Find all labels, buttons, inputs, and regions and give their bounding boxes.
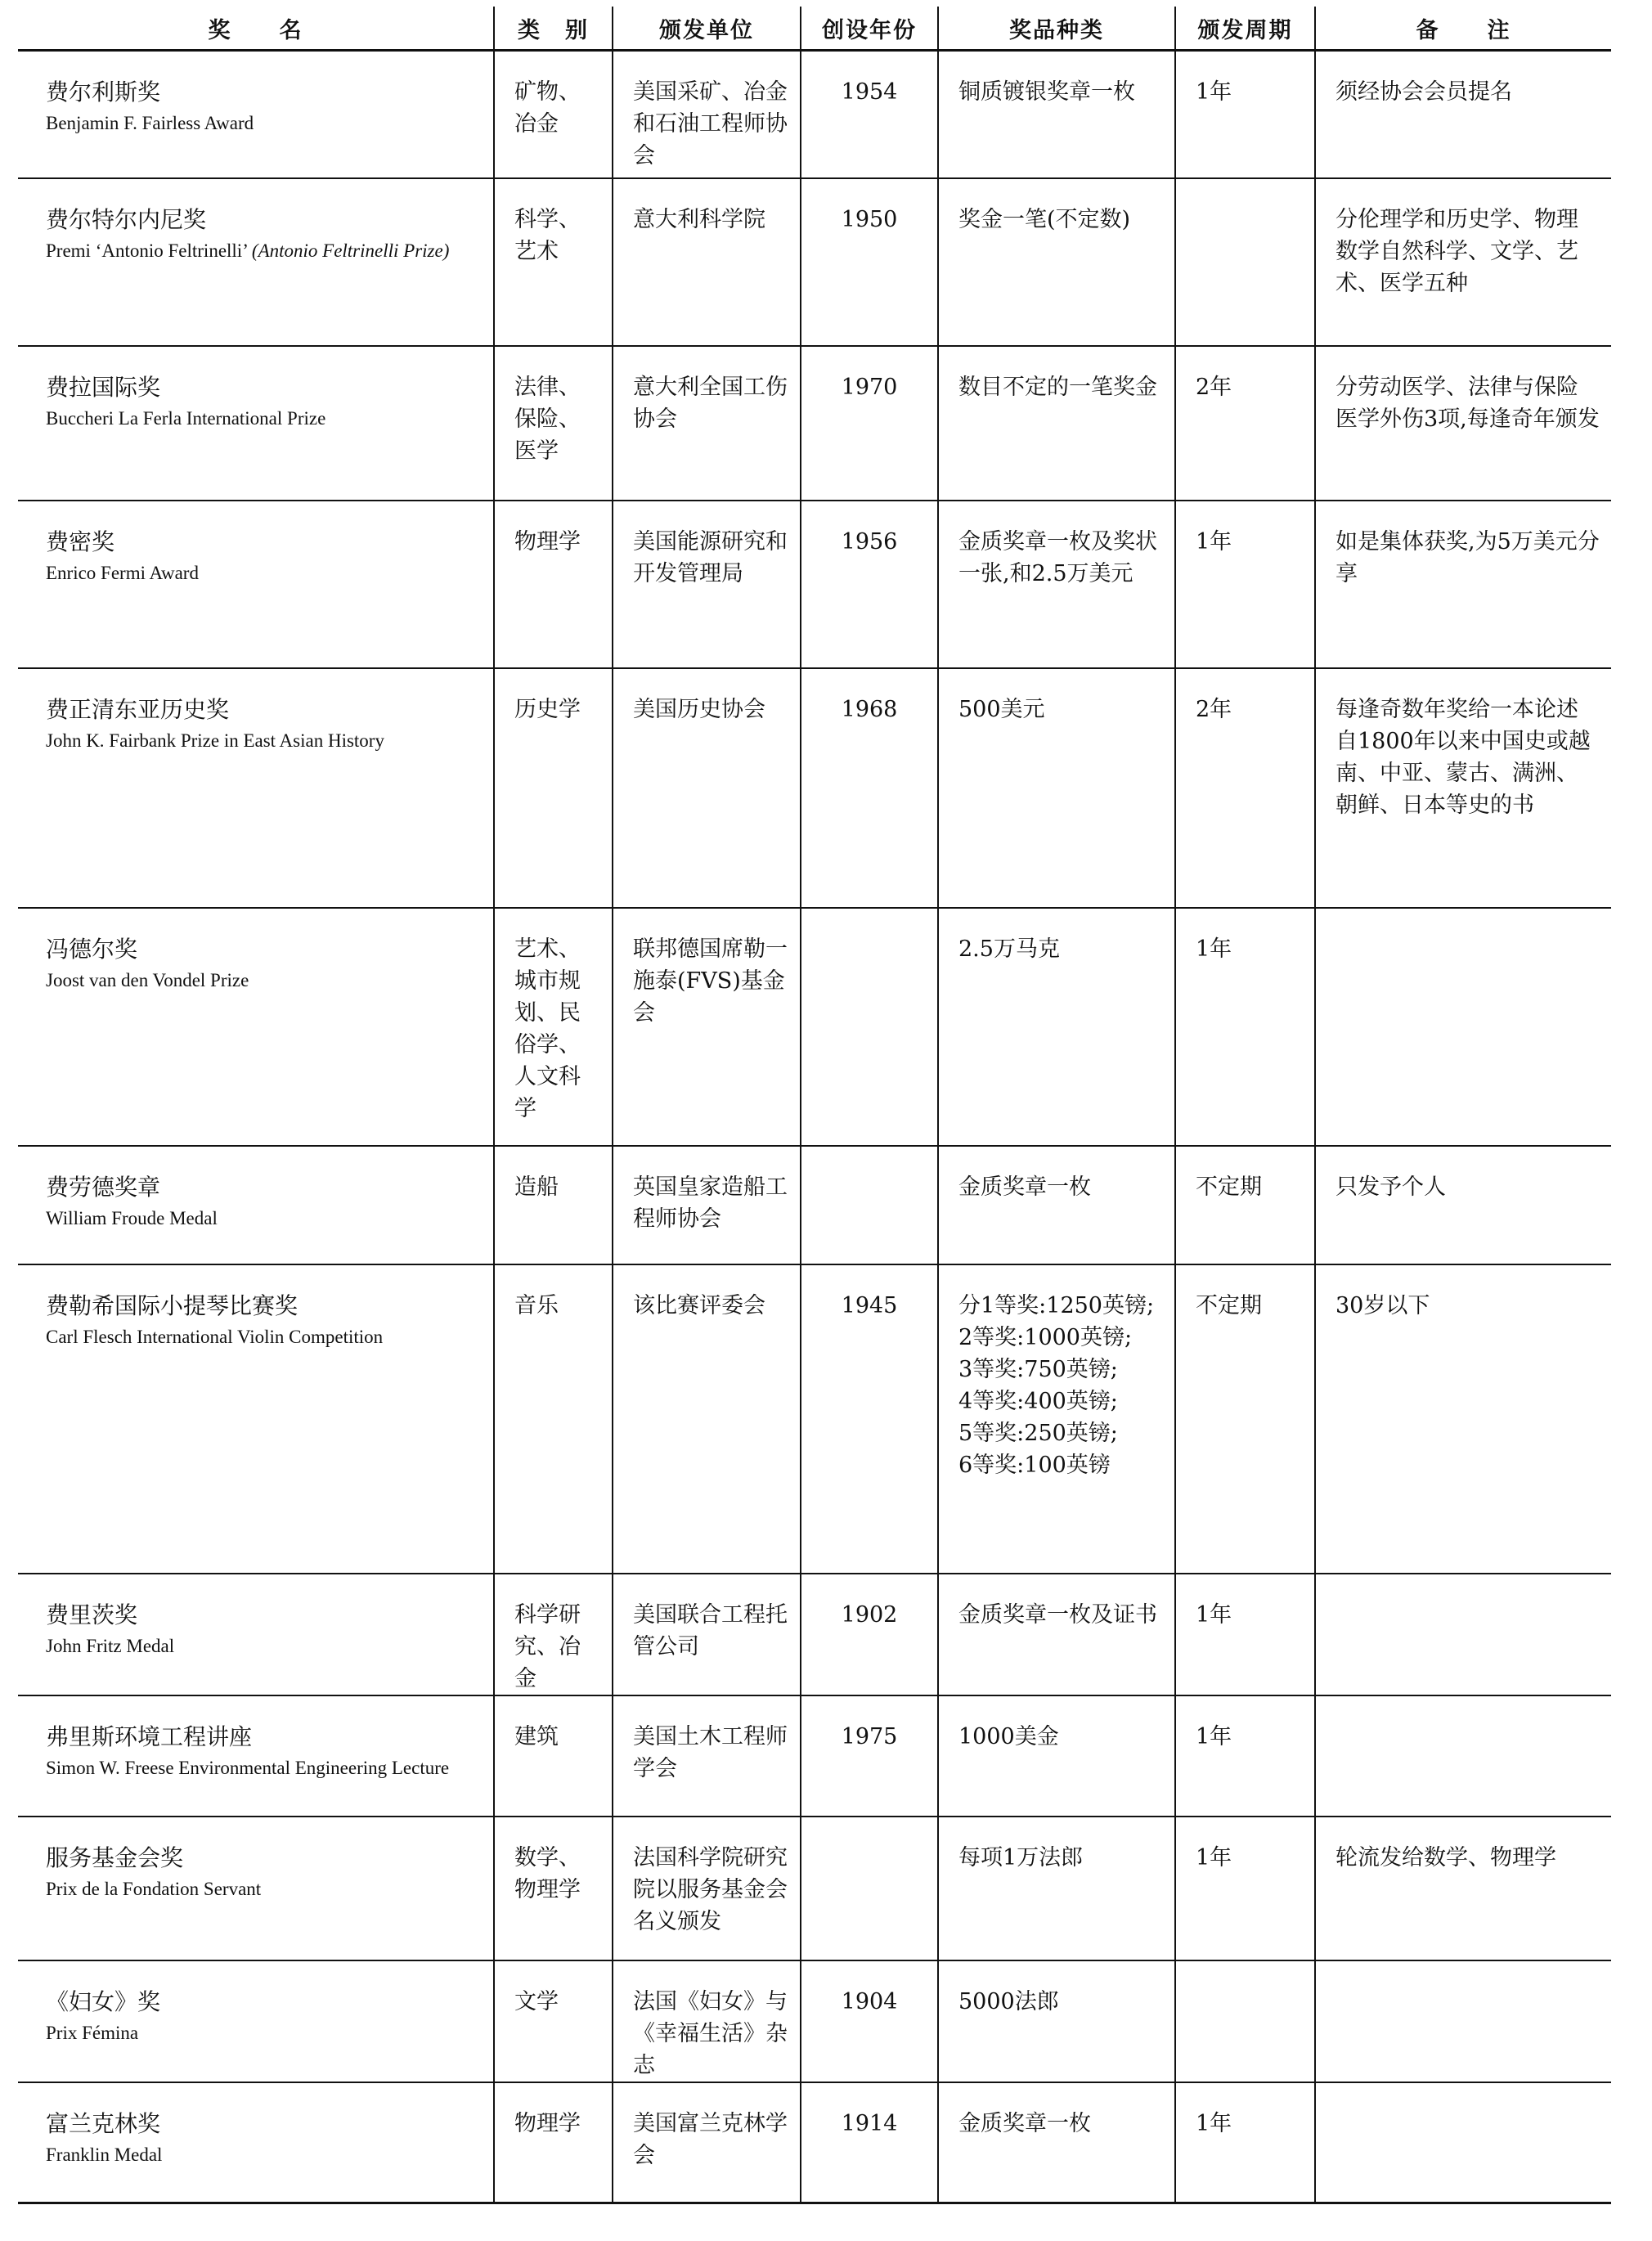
award-name-cell bbox=[18, 1264, 494, 1574]
header-issuer: 颁发单位 bbox=[613, 7, 801, 51]
prize-type-cell: 1000美金 bbox=[938, 1695, 1175, 1817]
award-name-en-translation: (Antonio Feltrinelli Prize) bbox=[251, 240, 450, 261]
header-period: 颁发周期 bbox=[1175, 7, 1315, 51]
header-year: 创设年份 bbox=[801, 7, 938, 51]
award-name-cell bbox=[18, 908, 494, 1146]
period-cell: 1年 bbox=[1175, 1574, 1315, 1695]
year-cell: 1968 bbox=[801, 668, 938, 908]
issuer-cell: 英国皇家造船工程师协会 bbox=[613, 1146, 801, 1264]
award-name-zh: 冯德尔奖 bbox=[46, 935, 138, 963]
table-row bbox=[18, 1574, 1611, 1695]
award-name-en: Simon W. Freese Environmental Engineering Lecture bbox=[46, 1757, 450, 1778]
award-name-en: Buccheri La Ferla International Prize bbox=[46, 407, 326, 429]
table-row bbox=[18, 346, 1611, 501]
prize-type-cell: 2.5万马克 bbox=[938, 908, 1175, 1146]
award-name-cell bbox=[18, 346, 494, 501]
year-cell bbox=[801, 1817, 938, 1960]
issuer-cell: 美国能源研究和开发管理局 bbox=[613, 501, 801, 668]
award-name-cell bbox=[18, 51, 494, 178]
table-row bbox=[18, 908, 1611, 1146]
period-cell: 1年 bbox=[1175, 908, 1315, 1146]
award-name-en: John K. Fairbank Prize in East Asian History bbox=[46, 730, 384, 751]
header-category: 类 别 bbox=[494, 7, 613, 51]
awards-table bbox=[18, 7, 1611, 2204]
issuer-cell: 美国联合工程托管公司 bbox=[613, 1574, 801, 1695]
issuer-cell: 法国科学院研究院以服务基金会名义颁发 bbox=[613, 1817, 801, 1960]
notes-cell: 如是集体获奖,为5万美元分享 bbox=[1315, 501, 1611, 668]
award-name-en: Franklin Medal bbox=[46, 2144, 163, 2165]
issuer-cell: 意大利科学院 bbox=[613, 178, 801, 346]
table-row bbox=[18, 51, 1611, 178]
table-row bbox=[18, 1695, 1611, 1817]
period-cell: 1年 bbox=[1175, 51, 1315, 178]
table-row bbox=[18, 1264, 1611, 1574]
category-cell: 建筑 bbox=[494, 1695, 613, 1817]
award-name-cell bbox=[18, 1574, 494, 1695]
notes-cell bbox=[1315, 2082, 1611, 2203]
award-name-en: Premi ‘Antonio Feltrinelli’ bbox=[46, 240, 248, 261]
period-cell: 不定期 bbox=[1175, 1146, 1315, 1264]
table-row bbox=[18, 2082, 1611, 2203]
header-award-name: 奖 名 bbox=[18, 7, 494, 51]
notes-cell: 只发予个人 bbox=[1315, 1146, 1611, 1264]
category-cell: 物理学 bbox=[494, 2082, 613, 2203]
year-cell: 1950 bbox=[801, 178, 938, 346]
category-cell: 历史学 bbox=[494, 668, 613, 908]
category-cell: 文学 bbox=[494, 1960, 613, 2082]
period-cell: 2年 bbox=[1175, 668, 1315, 908]
award-name-zh: 费正清东亚历史奖 bbox=[46, 695, 230, 723]
awards-table-page bbox=[18, 7, 1611, 2204]
award-name-zh: 费拉国际奖 bbox=[46, 373, 161, 401]
notes-cell: 30岁以下 bbox=[1315, 1264, 1611, 1574]
period-cell: 不定期 bbox=[1175, 1264, 1315, 1574]
period-cell: 1年 bbox=[1175, 2082, 1315, 2203]
notes-cell: 轮流发给数学、物理学 bbox=[1315, 1817, 1611, 1960]
period-cell: 2年 bbox=[1175, 346, 1315, 501]
year-cell: 1914 bbox=[801, 2082, 938, 2203]
notes-cell: 每逢奇数年奖给一本论述自1800年以来中国史或越南、中亚、蒙古、满洲、朝鲜、日本等史的书 bbox=[1315, 668, 1611, 908]
award-name-en: John Fritz Medal bbox=[46, 1635, 175, 1656]
award-name-en: Joost van den Vondel Prize bbox=[46, 969, 249, 990]
notes-cell: 须经协会会员提名 bbox=[1315, 51, 1611, 178]
year-cell bbox=[801, 908, 938, 1146]
header-notes: 备 注 bbox=[1315, 7, 1611, 51]
issuer-cell: 美国历史协会 bbox=[613, 668, 801, 908]
notes-cell bbox=[1315, 1695, 1611, 1817]
award-name-cell bbox=[18, 1817, 494, 1960]
award-name-zh: 费里茨奖 bbox=[46, 1601, 138, 1628]
award-name-en: Enrico Fermi Award bbox=[46, 562, 199, 583]
notes-cell bbox=[1315, 1960, 1611, 2082]
notes-cell bbox=[1315, 1574, 1611, 1695]
header-row bbox=[18, 7, 1611, 51]
prize-type-cell: 铜质镀银奖章一枚 bbox=[938, 51, 1175, 178]
award-name-zh: 富兰克林奖 bbox=[46, 2109, 161, 2137]
issuer-cell: 联邦德国席勒一施泰(FVS)基金会 bbox=[613, 908, 801, 1146]
table-row bbox=[18, 1146, 1611, 1264]
category-cell: 数学、物理学 bbox=[494, 1817, 613, 1960]
table-row bbox=[18, 178, 1611, 346]
award-name-en: Carl Flesch International Violin Competition bbox=[46, 1326, 384, 1347]
year-cell: 1956 bbox=[801, 501, 938, 668]
year-cell: 1954 bbox=[801, 51, 938, 178]
category-cell: 艺术、城市规划、民俗学、人文科学 bbox=[494, 908, 613, 1146]
prize-type-cell: 金质奖章一枚 bbox=[938, 1146, 1175, 1264]
notes-cell: 分劳动医学、法律与保险医学外伤3项,每逢奇年颁发 bbox=[1315, 346, 1611, 501]
table-row bbox=[18, 501, 1611, 668]
year-cell: 1970 bbox=[801, 346, 938, 501]
category-cell: 科学、艺术 bbox=[494, 178, 613, 346]
period-cell: 1年 bbox=[1175, 1817, 1315, 1960]
prize-type-cell: 500美元 bbox=[938, 668, 1175, 908]
award-name-zh: 费尔特尔内尼奖 bbox=[46, 205, 207, 233]
award-name-en: Prix Fémina bbox=[46, 2022, 139, 2043]
prize-type-cell: 金质奖章一枚及奖状一张,和2.5万美元 bbox=[938, 501, 1175, 668]
award-name-zh: 服务基金会奖 bbox=[46, 1844, 184, 1871]
prize-type-cell: 数目不定的一笔奖金 bbox=[938, 346, 1175, 501]
issuer-cell: 美国土木工程师学会 bbox=[613, 1695, 801, 1817]
prize-type-cell: 奖金一笔(不定数) bbox=[938, 178, 1175, 346]
period-cell: 1年 bbox=[1175, 501, 1315, 668]
award-name-cell bbox=[18, 501, 494, 668]
year-cell: 1945 bbox=[801, 1264, 938, 1574]
period-cell bbox=[1175, 1960, 1315, 2082]
table-row bbox=[18, 1817, 1611, 1960]
prize-type-cell: 每项1万法郎 bbox=[938, 1817, 1175, 1960]
prize-type-cell: 分1等奖:1250英镑; 2等奖:1000英镑; 3等奖:750英镑; 4等奖:400英镑; 5等奖:250英镑; 6等奖:100英镑 bbox=[938, 1264, 1175, 1574]
issuer-cell: 美国富兰克林学会 bbox=[613, 2082, 801, 2203]
year-cell: 1975 bbox=[801, 1695, 938, 1817]
category-cell: 音乐 bbox=[494, 1264, 613, 1574]
issuer-cell: 美国采矿、冶金和石油工程师协会 bbox=[613, 51, 801, 178]
issuer-cell: 意大利全国工伤协会 bbox=[613, 346, 801, 501]
award-name-cell bbox=[18, 2082, 494, 2203]
prize-type-cell: 金质奖章一枚及证书 bbox=[938, 1574, 1175, 1695]
category-cell: 法律、保险、医学 bbox=[494, 346, 613, 501]
notes-cell bbox=[1315, 908, 1611, 1146]
issuer-cell: 法国《妇女》与《幸福生活》杂志 bbox=[613, 1960, 801, 2082]
category-cell: 物理学 bbox=[494, 501, 613, 668]
header-prize-type: 奖品种类 bbox=[938, 7, 1175, 51]
period-cell: 1年 bbox=[1175, 1695, 1315, 1817]
notes-cell: 分伦理学和历史学、物理数学自然科学、文学、艺术、医学五种 bbox=[1315, 178, 1611, 346]
table-row bbox=[18, 1960, 1611, 2082]
year-cell: 1902 bbox=[801, 1574, 938, 1695]
year-cell bbox=[801, 1146, 938, 1264]
award-name-zh: 费劳德奖章 bbox=[46, 1173, 161, 1201]
award-name-cell bbox=[18, 178, 494, 346]
prize-type-cell: 金质奖章一枚 bbox=[938, 2082, 1175, 2203]
prize-type-cell: 5000法郎 bbox=[938, 1960, 1175, 2082]
award-name-zh: 《妇女》奖 bbox=[46, 1987, 161, 2015]
award-name-en: Benjamin F. Fairless Award bbox=[46, 113, 254, 133]
award-name-cell bbox=[18, 1146, 494, 1264]
award-name-zh: 费勒希国际小提琴比赛奖 bbox=[46, 1291, 299, 1319]
award-name-en: Prix de la Fondation Servant bbox=[46, 1878, 262, 1899]
table-row bbox=[18, 668, 1611, 908]
category-cell: 科学研究、冶金 bbox=[494, 1574, 613, 1695]
award-name-zh: 费密奖 bbox=[46, 528, 115, 555]
issuer-cell: 该比赛评委会 bbox=[613, 1264, 801, 1574]
award-name-cell bbox=[18, 1960, 494, 2082]
award-name-cell bbox=[18, 668, 494, 908]
award-name-zh: 费尔利斯奖 bbox=[46, 79, 161, 106]
award-name-zh: 弗里斯环境工程讲座 bbox=[46, 1722, 253, 1750]
category-cell: 矿物、冶金 bbox=[494, 51, 613, 178]
year-cell: 1904 bbox=[801, 1960, 938, 2082]
period-cell bbox=[1175, 178, 1315, 346]
award-name-cell bbox=[18, 1695, 494, 1817]
category-cell: 造船 bbox=[494, 1146, 613, 1264]
award-name-en: William Froude Medal bbox=[46, 1207, 218, 1228]
